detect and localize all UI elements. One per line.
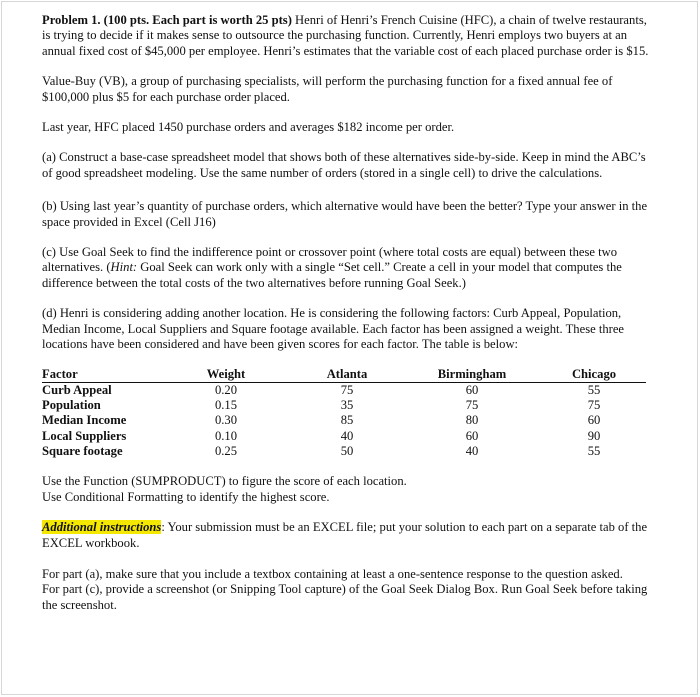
part-a-paragraph: (a) Construct a base-case spreadsheet model that shows both of these alternatives side-by-side. Keep in mind the ABC’s of good spreadsheet modeling. Use the same number of orders (stored in a single cell) to drive the calculations.: [42, 150, 646, 180]
weight-cell: 0.20: [214, 382, 238, 397]
chicago-cell: 55: [587, 382, 601, 397]
factor-cell: Curb Appeal: [42, 382, 112, 397]
table-header-row: [42, 367, 646, 383]
lastyear-paragraph: Last year, HFC placed 1450 purchase orders and averages $182 income per order.: [42, 120, 455, 135]
problem-intro: [42, 13, 657, 59]
part-c-note: For part (c), provide a screenshot (or Snipping Tool capture) of the Goal Seek Dialog Box. Run Goal Seek before taking the screenshot.: [42, 582, 648, 612]
atlanta-cell: 50: [340, 443, 354, 458]
header-birmingham: Birmingham: [418, 367, 526, 383]
additional-instructions-text: : Your submission must be an EXCEL file; put your solution to each part on a separate tab of the EXCEL workbook.: [42, 520, 648, 550]
atlanta-cell: 85: [340, 413, 354, 428]
header-factor: Factor: [42, 367, 160, 383]
valuebuy-paragraph: Value-Buy (VB), a group of purchasing specialists, will perform the purchasing function for a fixed annual fee of $100,000 plus $5 for each purchase order placed.: [42, 74, 613, 104]
birmingham-cell: 60: [465, 382, 479, 397]
weight-cell: 0.10: [214, 428, 238, 443]
conditional-formatting-instruction: Use Conditional Formatting to identify the highest score.: [42, 489, 330, 504]
part-c-text-post: Goal Seek can work only with a single “Set cell.” Create a cell in your model that computes the difference between the total costs of the two alternatives before running Goal Seek.): [42, 260, 622, 290]
header-atlanta: Atlanta: [292, 367, 402, 383]
part-d-paragraph: (d) Henri is considering adding another location. He is considering the following factors: Curb Appeal, Population, Median Income, Local Suppliers and Square footage available. Each factor has been assigned a weight. These three locations have been considered and have been given scores for each factor. The table is below:: [42, 306, 625, 352]
weight-cell: 0.15: [214, 398, 238, 413]
sumproduct-instruction: Use the Function (SUMPRODUCT) to figure the score of each location.: [42, 474, 407, 489]
document-page: [1, 1, 698, 695]
table-row: [42, 429, 646, 444]
additional-instructions: [42, 520, 657, 551]
factor-cell: Square footage: [42, 443, 123, 458]
table-row: [42, 413, 646, 428]
factor-table: [42, 367, 646, 460]
chicago-cell: 55: [587, 443, 601, 458]
header-chicago: Chicago: [542, 367, 646, 383]
factor-cell: Population: [42, 398, 101, 413]
birmingham-cell: 60: [465, 428, 479, 443]
part-c-hint: Hint:: [110, 260, 138, 275]
additional-instructions-label: Additional instructions: [42, 520, 162, 535]
part-c-paragraph: [42, 245, 657, 291]
factor-cell: Median Income: [42, 413, 127, 428]
problem-intro-text: Henri of Henri’s French Cuisine (HFC), a chain of twelve restaurants, is trying to decide if it makes sense to outsource the purchasing function. Currently, Henri employs two buyers at an annual fixed cost of $45,000 per employee. Henri’s estimates that the variable cost of each placed purchase order is $15.: [42, 13, 649, 58]
part-a-note: For part (a), make sure that you include a textbox containing at least a one-sentence response to the question asked.: [42, 566, 623, 581]
table-row: [42, 382, 646, 398]
header-weight: Weight: [176, 367, 276, 383]
birmingham-cell: 80: [465, 413, 479, 428]
table-row: [42, 398, 646, 413]
problem-heading: Problem 1. (100 pts. Each part is worth 25 pts): [42, 13, 292, 27]
atlanta-cell: 35: [340, 398, 354, 413]
weight-cell: 0.25: [214, 443, 238, 458]
birmingham-cell: 75: [465, 398, 479, 413]
part-c-text-pre: (c) Use Goal Seek to find the indifference point or crossover point (where total costs are equal) between these two alternatives. (: [42, 245, 618, 275]
atlanta-cell: 75: [340, 382, 354, 397]
table-row: [42, 444, 646, 459]
atlanta-cell: 40: [340, 428, 354, 443]
chicago-cell: 75: [587, 398, 601, 413]
weight-cell: 0.30: [214, 413, 238, 428]
chicago-cell: 60: [587, 413, 601, 428]
problem-content: [42, 13, 657, 613]
chicago-cell: 90: [587, 428, 601, 443]
part-b-paragraph: (b) Using last year’s quantity of purchase orders, which alternative would have been the better? Type your answer in the space provided in Excel (Cell J16): [42, 199, 648, 229]
factor-cell: Local Suppliers: [42, 428, 127, 443]
birmingham-cell: 40: [465, 443, 479, 458]
